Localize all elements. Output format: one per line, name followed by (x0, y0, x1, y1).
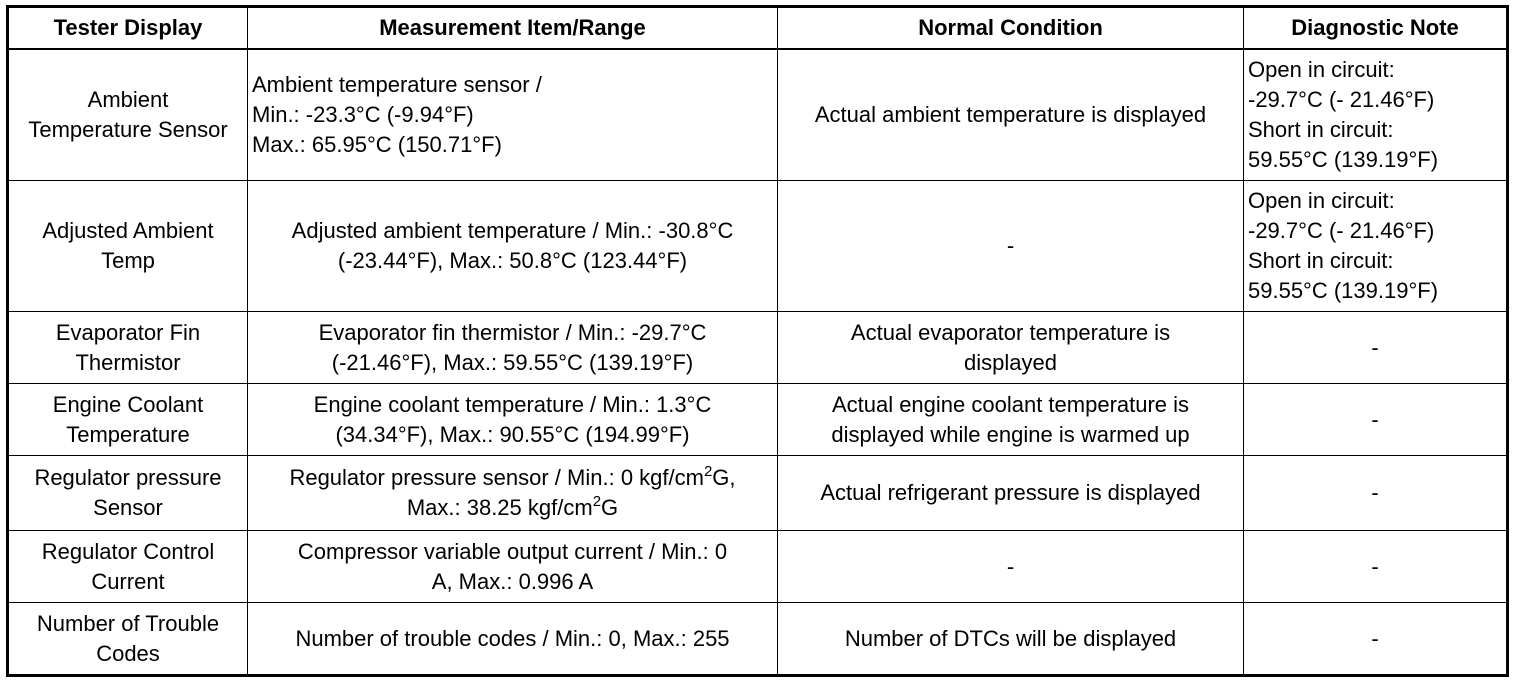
measurement-cell: Evaporator fin thermistor / Min.: -29.7°C (-21.46°F), Max.: 59.55°C (139.19°F) (248, 312, 778, 384)
measurement-cell: Engine coolant temperature / Min.: 1.3°C (34.34°F), Max.: 90.55°C (194.99°F) (248, 384, 778, 456)
measurement-line: Max.: 38.25 kgf/$cm^2G$ (406, 493, 619, 520)
table-header-row (8, 7, 1508, 50)
diagnostic-note-cell: Open in circuit: -29.7°C (- 21.46°F) Short in circuit: 59.55°C (139.19°F) (1244, 181, 1508, 312)
table-row (8, 603, 1508, 676)
tester-display-cell: Engine Coolant Temperature (8, 384, 248, 456)
data-monitor-table (6, 5, 1509, 677)
normal-condition-cell: Actual ambient temperature is displayed (778, 49, 1244, 181)
measurement-cell: Adjusted ambient temperature / Min.: -30.8°C (-23.44°F), Max.: 50.8°C (123.44°F) (248, 181, 778, 312)
tester-display-cell: Ambient Temperature Sensor (8, 49, 248, 181)
diagnostic-note-cell: - (1244, 384, 1508, 456)
normal-condition-cell: Actual evaporator temperature is displayed (778, 312, 1244, 384)
table-row (8, 456, 1508, 531)
tester-display-cell: Regulator Control Current (8, 531, 248, 603)
header-tester-display: Tester Display (8, 7, 248, 50)
tester-display-cell: Adjusted Ambient Temp (8, 181, 248, 312)
table-row (8, 181, 1508, 312)
diagnostic-note-cell: - (1244, 312, 1508, 384)
diagnostic-note-cell: - (1244, 603, 1508, 676)
measurement-cell: Compressor variable output current / Min.: 0 A, Max.: 0.996 A (248, 531, 778, 603)
tester-display-cell: Number of Trouble Codes (8, 603, 248, 676)
measurement-cell: Number of trouble codes / Min.: 0, Max.: 255 (248, 603, 778, 676)
header-measurement: Measurement Item/Range (248, 7, 778, 50)
normal-condition-cell: Actual engine coolant temperature is displayed while engine is warmed up (778, 384, 1244, 456)
table-row (8, 531, 1508, 603)
normal-condition-cell: Number of DTCs will be displayed (778, 603, 1244, 676)
table-row (8, 312, 1508, 384)
normal-condition-cell: - (778, 531, 1244, 603)
spec-table-container (6, 5, 1509, 677)
normal-condition-cell: Actual refrigerant pressure is displayed (778, 456, 1244, 531)
diagnostic-note-cell: - (1244, 531, 1508, 603)
tester-display-cell: Regulator pressure Sensor (8, 456, 248, 531)
measurement-cell: Ambient temperature sensor / Min.: -23.3°C (-9.94°F) Max.: 65.95°C (150.71°F) (248, 49, 778, 181)
normal-condition-cell: - (778, 181, 1244, 312)
measurement-cell (248, 456, 778, 531)
header-normal-condition: Normal Condition (778, 7, 1244, 50)
table-row (8, 384, 1508, 456)
measurement-line: Regulator pressure sensor / Min.: 0 kgf/$cm^2G$, (289, 463, 736, 490)
tester-display-cell: Evaporator Fin Thermistor (8, 312, 248, 384)
diagnostic-note-cell: Open in circuit: -29.7°C (- 21.46°F) Short in circuit: 59.55°C (139.19°F) (1244, 49, 1508, 181)
header-diagnostic-note: Diagnostic Note (1244, 7, 1508, 50)
diagnostic-note-cell: - (1244, 456, 1508, 531)
table-row (8, 49, 1508, 181)
